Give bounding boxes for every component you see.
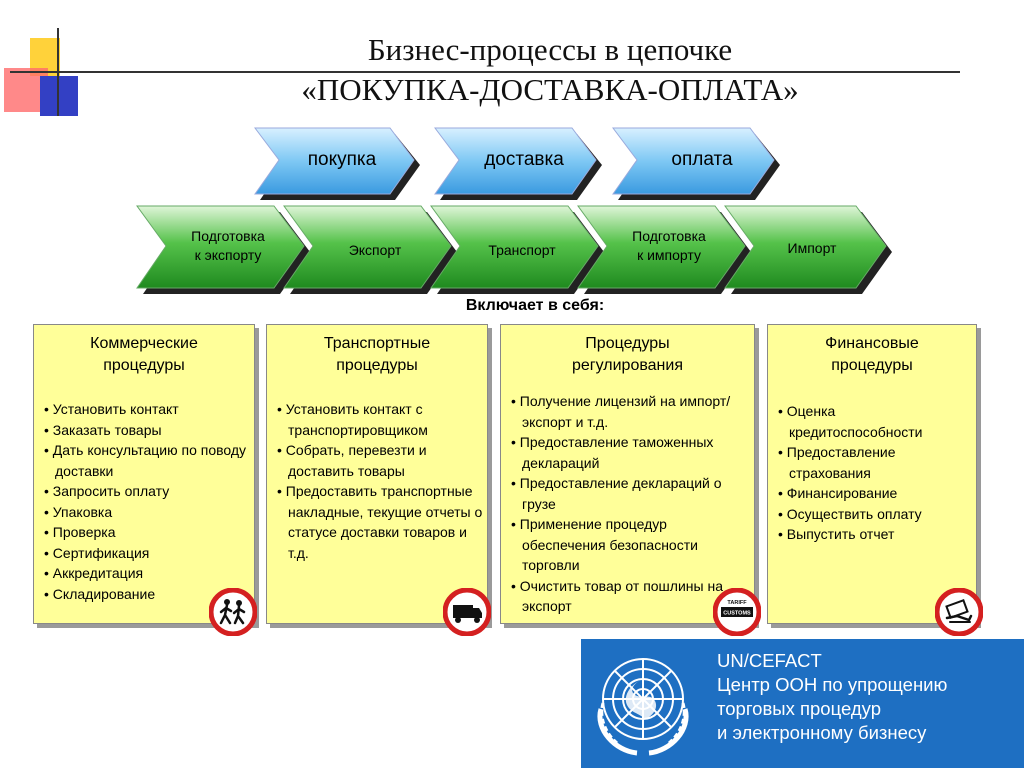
chevron-label-pokupka: покупка (307, 149, 377, 170)
list-item: • Получение лицензий на импорт/экспорт и т.д. (511, 391, 750, 432)
un-cefact-panel (581, 639, 1024, 768)
box-financial (767, 324, 977, 624)
box-list (501, 391, 754, 617)
green-label-1-line1: Подготовка (191, 228, 265, 244)
list-item: • Предоставление деклараций о грузе (511, 473, 750, 514)
list-item: • Собрать, перевезти и доставить товары (277, 440, 483, 481)
green-chevron-label-5: Импорт (787, 239, 837, 256)
green-chevron-label-3: Транспорт (488, 241, 556, 258)
green-chevron-label-4 (604, 224, 734, 268)
sign-text-tariff: TARIFF (727, 600, 747, 606)
list-item: • Очистить товар от пошлины на экспорт (511, 576, 750, 617)
box-commercial (33, 324, 255, 624)
list-item: • Оценка кредитоспособности (778, 401, 972, 442)
list-item: • Предоставить транспортные накладные, текущие отчеты о статусе доставки товаров и т.д. (277, 481, 483, 563)
list-item: • Предоставление страхования (778, 442, 972, 483)
pedestrians-sign-icon (209, 588, 257, 636)
list-item: • Выпустить отчет (778, 524, 972, 545)
includes-label: Включает в себя: (465, 297, 605, 314)
box-list (34, 399, 254, 604)
un-line4: и электронному бизнесу (717, 722, 927, 743)
box-regulation (500, 324, 755, 624)
list-item: • Осуществить оплату (778, 504, 972, 525)
list-item: • Дать консультацию по поводу доставки (44, 440, 250, 481)
tariff-customs-sign-icon (713, 588, 761, 636)
list-item: • Финансирование (778, 483, 972, 504)
un-emblem-icon (581, 639, 705, 768)
chevron-label-oplata: оплата (671, 149, 733, 170)
title-line2: «ПОКУПКА-ДОСТАВКА-ОПЛАТА» (301, 72, 799, 107)
box-transport (266, 324, 488, 624)
payment-sign-icon (935, 588, 983, 636)
list-item: • Установить контакт (44, 399, 250, 420)
list-item: • Заказать товары (44, 420, 250, 441)
un-line2: Центр ООН по упрощению (717, 674, 948, 695)
box-title (501, 333, 754, 377)
box-title-line2: процедуры (831, 357, 913, 374)
list-item: • Проверка (44, 522, 250, 543)
un-line3: торговых процедур (717, 698, 881, 719)
box-title-line1: Коммерческие (90, 335, 198, 352)
box-title-line2: процедуры (336, 357, 418, 374)
list-item: • Аккредитация (44, 563, 250, 584)
sign-text-customs: CUSTOMS (723, 610, 751, 617)
list-item: • Упаковка (44, 502, 250, 523)
list-item: • Складирование (44, 584, 250, 605)
green-chevron-label-1 (163, 224, 293, 268)
box-title-line2: регулирования (571, 357, 683, 374)
green-label-4-line2: к импорту (637, 247, 701, 263)
truck-sign-icon (443, 588, 491, 636)
green-label-1-line2: к экспорту (194, 247, 262, 263)
chevron-label-dostavka: доставка (484, 149, 564, 170)
box-title-line1: Финансовые (825, 335, 919, 352)
list-item: • Применение процедур обеспечения безопасности торговли (511, 514, 750, 576)
list-item: • Запросить оплату (44, 481, 250, 502)
un-cefact-text (717, 649, 947, 745)
green-label-4-line1: Подготовка (632, 228, 706, 244)
box-title (34, 333, 254, 377)
box-list (267, 399, 487, 563)
title-line1: Бизнес-процессы в цепочке (367, 32, 733, 67)
list-item: • Предоставление таможенных деклараций (511, 432, 750, 473)
box-title-line2: процедуры (103, 357, 185, 374)
box-list (768, 401, 976, 545)
box-title-line1: Транспортные (323, 335, 431, 352)
box-title (267, 333, 487, 377)
green-chevron-label-2: Экспорт (348, 241, 402, 258)
box-title (768, 333, 976, 377)
box-title-line1: Процедуры (585, 335, 670, 352)
list-item: • Установить контакт с транспортировщиком (277, 399, 483, 440)
un-line1: UN/CEFACT (717, 650, 822, 671)
list-item: • Сертификация (44, 543, 250, 564)
